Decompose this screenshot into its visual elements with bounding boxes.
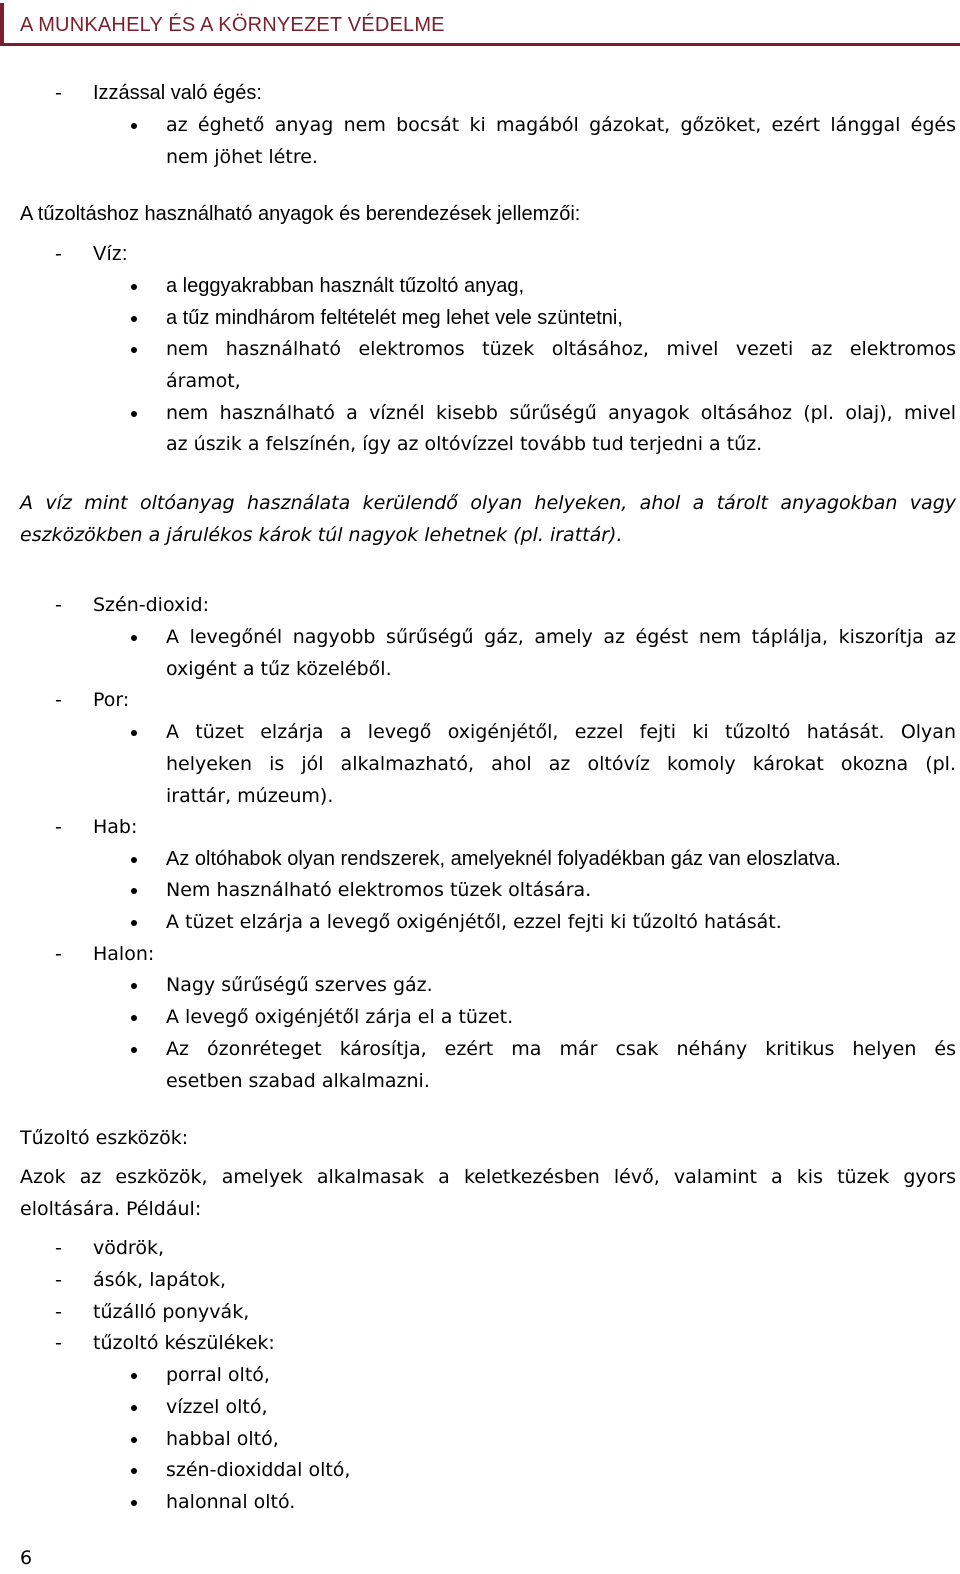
section-title [0, 198, 960, 230]
list-item-text: Az oltóhabok olyan rendszerek, amelyeknél folyadékban gáz van eloszlatva. [166, 848, 841, 870]
list-item-text: az éghető anyag nem bocsát ki magából gázokat, gőzöket, ezért lánggal égés [166, 114, 956, 136]
note-text: eszközökben a járulékos károk túl nagyok lehetnek (pl. irattár). [20, 524, 623, 546]
dash-marker: - [55, 594, 62, 616]
list-item-text: tűzálló ponyvák, [93, 1301, 250, 1323]
sub-list-item-text: vízzel oltó, [166, 1396, 268, 1418]
page-header [0, 0, 960, 46]
list-item-continuation [0, 428, 960, 460]
bullet-icon [131, 1405, 137, 1411]
list-item-text: nem jöhet létre. [166, 146, 318, 168]
list-item-text: nem használható a víznél kisebb sűrűségű anyagok oltásához (pl. olaj), mivel [166, 402, 956, 424]
dash-marker: - [55, 689, 62, 711]
list-item-text: áramot, [166, 370, 241, 392]
bullet-icon [131, 1015, 137, 1021]
eszkozok-title [0, 1122, 960, 1154]
dash-marker: - [55, 816, 62, 838]
note-text: A víz mint oltóanyag használata kerülendő olyan helyeken, ahol a tárolt anyagokban vagy [20, 492, 956, 514]
list-item [0, 874, 960, 906]
bullet-icon [131, 1437, 137, 1443]
dash-marker: - [55, 1269, 62, 1291]
list-item [0, 1296, 960, 1328]
bullet-icon [131, 730, 137, 736]
sub-list-item-text: szén-dioxiddal oltó, [166, 1459, 351, 1481]
bullet-icon [131, 411, 137, 417]
eszkozok-title-text: Tűzoltó eszközök: [20, 1127, 189, 1149]
eszkozok-intro [0, 1161, 960, 1193]
bullet-icon [131, 1047, 137, 1053]
dash-marker: - [55, 943, 62, 965]
bullet-icon [131, 316, 137, 322]
sub-list-item-text: halonnal oltó. [166, 1491, 296, 1513]
eszkozok-intro-text: eloltására. Például: [20, 1198, 202, 1220]
list-item-text: tűzoltó készülékek: [93, 1332, 275, 1354]
list-item-text: vödrök, [93, 1237, 164, 1259]
eszkozok-intro-text: Azok az eszközök, amelyek alkalmasak a keletkezésben lévő, valamint a kis tüzek gyors [20, 1166, 956, 1188]
note-paragraph [0, 519, 960, 551]
list-item [0, 906, 960, 938]
szendioxid-label: Szén-dioxid: [93, 594, 209, 616]
list-item-text: az úszik a felszínén, így az oltóvízzel tovább tud terjedni a tűz. [166, 433, 763, 455]
izzas-label: Izzással való égés: [93, 82, 262, 104]
dash-marker: - [55, 1301, 62, 1323]
list-item-continuation [0, 141, 960, 173]
list-item-continuation [0, 365, 960, 397]
bullet-icon [131, 1500, 137, 1506]
list-item-text: oxigént a tűz közeléből. [166, 658, 392, 680]
section-title-text: A tűzoltáshoz használható anyagok és berendezések jellemzői: [20, 203, 581, 225]
list-item [0, 1033, 960, 1065]
list-item [0, 302, 960, 334]
bullet-icon [131, 983, 137, 989]
list-item [0, 716, 960, 748]
list-item [0, 1264, 960, 1296]
halon-heading [0, 938, 960, 970]
izzas-heading [0, 77, 960, 109]
list-item-text: ásók, lapátok, [93, 1269, 226, 1291]
list-item [0, 621, 960, 653]
list-item-text: A tüzet elzárja a levegő oxigénjétől, ezzel fejti ki tűzoltó hatását. [166, 911, 782, 933]
bullet-icon [131, 347, 137, 353]
header-rule [0, 43, 960, 46]
list-item-text: A levegő oxigénjétől zárja el a tüzet. [166, 1006, 514, 1028]
list-item-continuation [0, 653, 960, 685]
bullet-icon [131, 888, 137, 894]
por-label: Por: [93, 689, 130, 711]
hab-label: Hab: [93, 816, 138, 838]
list-item-text: nem használható elektromos tüzek oltásához, mivel vezeti az elektromos [166, 338, 956, 360]
sub-list-item [0, 1391, 960, 1423]
viz-label: Víz: [93, 243, 128, 265]
list-item [0, 109, 960, 141]
bullet-icon [131, 635, 137, 641]
list-item [0, 333, 960, 365]
list-item-text: A levegőnél nagyobb sűrűségű gáz, amely az égést nem táplálja, kiszorítja az [166, 626, 956, 648]
por-heading [0, 684, 960, 716]
dash-marker: - [55, 82, 62, 104]
sub-list-item [0, 1423, 960, 1455]
list-item-text: a leggyakrabban használt tűzoltó anyag, [166, 275, 525, 297]
bullet-icon [131, 284, 137, 290]
list-item [0, 270, 960, 302]
hab-heading [0, 811, 960, 843]
bullet-icon [131, 920, 137, 926]
halon-label: Halon: [93, 943, 155, 965]
bullet-icon [131, 1468, 137, 1474]
sub-list-item-text: porral oltó, [166, 1364, 270, 1386]
dash-marker: - [55, 243, 62, 265]
list-item-continuation [0, 780, 960, 812]
page-number: 6 [20, 1547, 33, 1569]
list-item-text: Nem használható elektromos tüzek oltására. [166, 879, 592, 901]
sub-list-item [0, 1359, 960, 1391]
list-item-text: a tűz mindhárom feltételét meg lehet vele szüntetni, [166, 307, 623, 329]
list-item-text: Nagy sűrűségű szerves gáz. [166, 974, 433, 996]
bullet-icon [131, 1373, 137, 1379]
list-item-continuation [0, 1065, 960, 1097]
list-item-continuation [0, 748, 960, 780]
list-item [0, 397, 960, 429]
bullet-icon [131, 123, 137, 129]
eszkozok-intro [0, 1193, 960, 1225]
list-item [0, 969, 960, 1001]
sub-list-item-text: habbal oltó, [166, 1428, 279, 1450]
sub-list-item [0, 1454, 960, 1486]
dash-marker: - [55, 1332, 62, 1354]
list-item-text: helyeken is jól alkalmazható, ahol az oltóvíz komoly károkat okozna (pl. [166, 753, 956, 775]
list-item-text: irattár, múzeum). [166, 785, 334, 807]
szendioxid-heading [0, 589, 960, 621]
header-accent-bar [0, 3, 4, 43]
list-item-text: A tüzet elzárja a levegő oxigénjétől, ezzel fejti ki tűzoltó hatását. Olyan [166, 721, 956, 743]
list-item [0, 843, 960, 875]
list-item [0, 1001, 960, 1033]
header-title: A MUNKAHELY ÉS A KÖRNYEZET VÉDELME [20, 14, 445, 36]
viz-heading [0, 238, 960, 270]
list-item [0, 1327, 960, 1359]
dash-marker: - [55, 1237, 62, 1259]
bullet-icon [131, 857, 137, 863]
list-item-text: Az ózonréteget károsítja, ezért ma már csak néhány kritikus helyen és [166, 1038, 956, 1060]
list-item [0, 1232, 960, 1264]
list-item-text: esetben szabad alkalmazni. [166, 1070, 430, 1092]
note-paragraph [0, 487, 960, 519]
sub-list-item [0, 1486, 960, 1518]
